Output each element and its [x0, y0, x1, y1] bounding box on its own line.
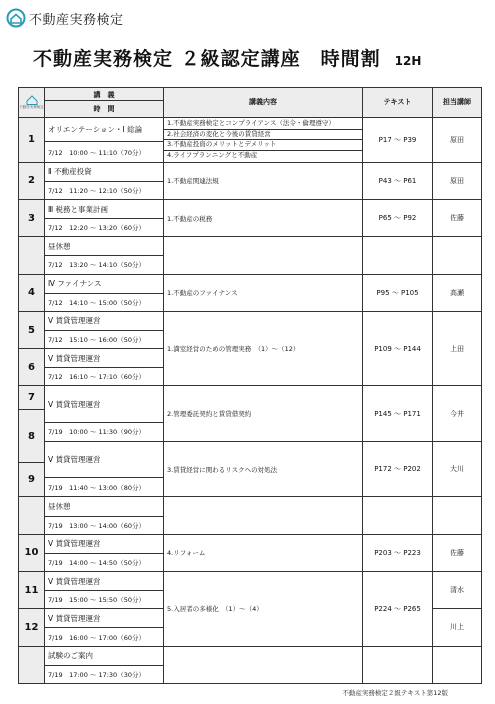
content-line: 1.不動産実務検定とコンプライアンス（法令・倫理遵守）: [164, 119, 362, 130]
logo-text: 不動産実務検定: [29, 12, 124, 28]
content-line: 4.ライフプランニングと不動産: [167, 150, 258, 159]
empty-instructor: [433, 497, 482, 534]
table-header-row: [19, 88, 482, 118]
table-row-break: [19, 646, 482, 665]
lecture-time: 7/12 11:20 ～ 12:10（50分）: [45, 181, 164, 199]
lecture-name: Ⅴ 賃貸管理運営: [45, 571, 164, 590]
table-row: [19, 441, 482, 462]
footer-note: 不動産実務検定２級テキスト第12版: [342, 689, 448, 697]
table-row-break: [19, 497, 482, 516]
lecture-name: Ⅴ 賃貸管理運営: [45, 534, 164, 553]
table-row: [19, 386, 482, 409]
empty-content: [164, 646, 363, 683]
lecture-number: 2: [19, 162, 45, 199]
instructor: 原田: [433, 117, 482, 162]
lecture-number: 9: [19, 463, 45, 497]
lecture-name: Ⅴ 賃貸管理運営: [45, 386, 164, 422]
corner-logo-text: 不動産実務検定: [19, 104, 44, 109]
content-header: 講義内容: [164, 88, 363, 118]
text-pages: P172 ～ P202: [363, 441, 433, 496]
instructor-header: 担当講師: [433, 88, 482, 118]
table-row: [19, 162, 482, 181]
lecture-header-bottom: 時 間: [45, 100, 163, 114]
lecture-number: 8: [19, 409, 45, 462]
schedule-table-wrapper: [18, 87, 481, 684]
lecture-number: 5: [19, 311, 45, 348]
table-row: [19, 199, 482, 218]
lecture-number: 7: [19, 386, 45, 409]
lecture-number: 11: [19, 571, 45, 608]
house-logo-icon: [6, 8, 26, 28]
table-row: [19, 311, 482, 330]
table-row: [19, 274, 482, 293]
page-title: [33, 44, 421, 71]
empty-content: [164, 237, 363, 274]
instructor: 川上: [433, 609, 482, 646]
lecture-number-empty: [19, 237, 45, 274]
lecture-name: Ⅴ 賃貸管理運営: [45, 311, 164, 330]
content-line: 3.不動産投資のメリットとデメリット: [164, 140, 362, 151]
lecture-content: 1.不動産のファイナンス: [164, 274, 363, 311]
lecture-header-top: 講 義: [93, 91, 115, 100]
text-pages: P224 ～ P265: [363, 571, 433, 646]
lecture-number: 6: [19, 349, 45, 386]
text-pages: P95 ～ P105: [363, 274, 433, 311]
lecture-name: Ⅳ ファイナンス: [45, 274, 164, 293]
table-row: [19, 534, 482, 553]
break-time: 7/12 13:20 ～ 14:10（50分）: [45, 256, 164, 274]
instructor: 高瀬: [433, 274, 482, 311]
lecture-content: 5.入居者の多様化 （1）～（4）: [164, 571, 363, 646]
lecture-content: 1.不動産の税務: [164, 199, 363, 236]
empty-text: [363, 497, 433, 534]
lecture-time: 7/12 14:10 ～ 15:00（50分）: [45, 293, 164, 311]
text-pages: P145 ～ P171: [363, 386, 433, 441]
lecture-time: 7/19 11:40 ～ 13:00（80分）: [45, 478, 164, 497]
title-text: 不動産実務検定 ２級認定講座 時間割: [33, 48, 381, 70]
lecture-name: Ⅴ 賃貸管理運営: [45, 609, 164, 628]
lecture-name: Ⅴ 賃貸管理運営: [45, 349, 164, 368]
empty-text: [363, 646, 433, 683]
break-time: 7/19 13:00 ～ 14:00（60分）: [45, 516, 164, 534]
lecture-content: 3.賃貸経営に関わるリスクへの対処法: [164, 441, 363, 496]
text-pages: P109 ～ P144: [363, 311, 433, 386]
lecture-name: Ⅴ 賃貸管理運営: [45, 441, 164, 477]
empty-text: [363, 237, 433, 274]
break-time: 7/19 17:00 ～ 17:30（30分）: [45, 665, 164, 683]
lecture-number: 1: [19, 117, 45, 162]
text-pages: P203 ～ P223: [363, 534, 433, 571]
table-row-break: [19, 237, 482, 256]
instructor: 大川: [433, 441, 482, 496]
lecture-name: Ⅱ 不動産投資: [45, 162, 164, 181]
lecture-number: 12: [19, 609, 45, 646]
empty-content: [164, 497, 363, 534]
instructor: 上田: [433, 311, 482, 386]
lecture-content: 1.不動産関連法規: [164, 162, 363, 199]
text-pages: P65 ～ P92: [363, 199, 433, 236]
corner-logo-cell: [19, 88, 45, 118]
lecture-time: 7/12 15:10 ～ 16:00（50分）: [45, 331, 164, 349]
lecture-number-empty: [19, 646, 45, 683]
text-pages: P43 ～ P61: [363, 162, 433, 199]
break-name: 試験のご案内: [45, 646, 164, 665]
break-name: 昼休憩: [45, 497, 164, 516]
lecture-number-empty: [19, 497, 45, 534]
house-icon: [26, 95, 38, 105]
text-pages: P17 ～ P39: [363, 117, 433, 162]
lecture-content: 1.満室経営のための管理実務 （1）～（12）: [164, 311, 363, 386]
lecture-number: 10: [19, 534, 45, 571]
instructor: 佐藤: [433, 199, 482, 236]
lecture-header: [45, 88, 164, 118]
lecture-number: 3: [19, 199, 45, 236]
lecture-time: 7/19 16:00 ～ 17:00（60分）: [45, 628, 164, 646]
brand-logo: [6, 5, 124, 31]
schedule-table: [18, 87, 482, 684]
instructor: 原田: [433, 162, 482, 199]
table-row: [19, 571, 482, 590]
lecture-time: 7/12 10:00 ～ 11:10（70分）: [45, 142, 164, 162]
lecture-time: 7/19 10:00 ～ 11:30（90分）: [45, 422, 164, 441]
total-hours: 12H: [394, 54, 422, 68]
empty-instructor: [433, 646, 482, 683]
lecture-content: 2.管理委託契約と賃貸借契約: [164, 386, 363, 441]
lecture-name: オリエンテーション・Ⅰ 総論: [45, 117, 164, 142]
lecture-name: Ⅲ 税務と事業計画: [45, 199, 164, 218]
instructor: 佐藤: [433, 534, 482, 571]
empty-instructor: [433, 237, 482, 274]
lecture-time: 7/12 16:10 ～ 17:10（60分）: [45, 368, 164, 386]
instructor: 今井: [433, 386, 482, 441]
lecture-time: 7/19 14:00 ～ 14:50（50分）: [45, 553, 164, 571]
text-header: テキスト: [363, 88, 433, 118]
table-row: [19, 117, 482, 142]
lecture-time: 7/12 12:20 ～ 13:20（60分）: [45, 219, 164, 237]
break-name: 昼休憩: [45, 237, 164, 256]
lecture-time: 7/19 15:00 ～ 15:50（50分）: [45, 591, 164, 609]
lecture-content: 4.リフォーム: [164, 534, 363, 571]
lecture-content: [164, 117, 363, 162]
lecture-number: 4: [19, 274, 45, 311]
content-line: 2.社会経済の変化と今後の賃貸経営: [164, 130, 362, 141]
instructor: 清水: [433, 571, 482, 608]
